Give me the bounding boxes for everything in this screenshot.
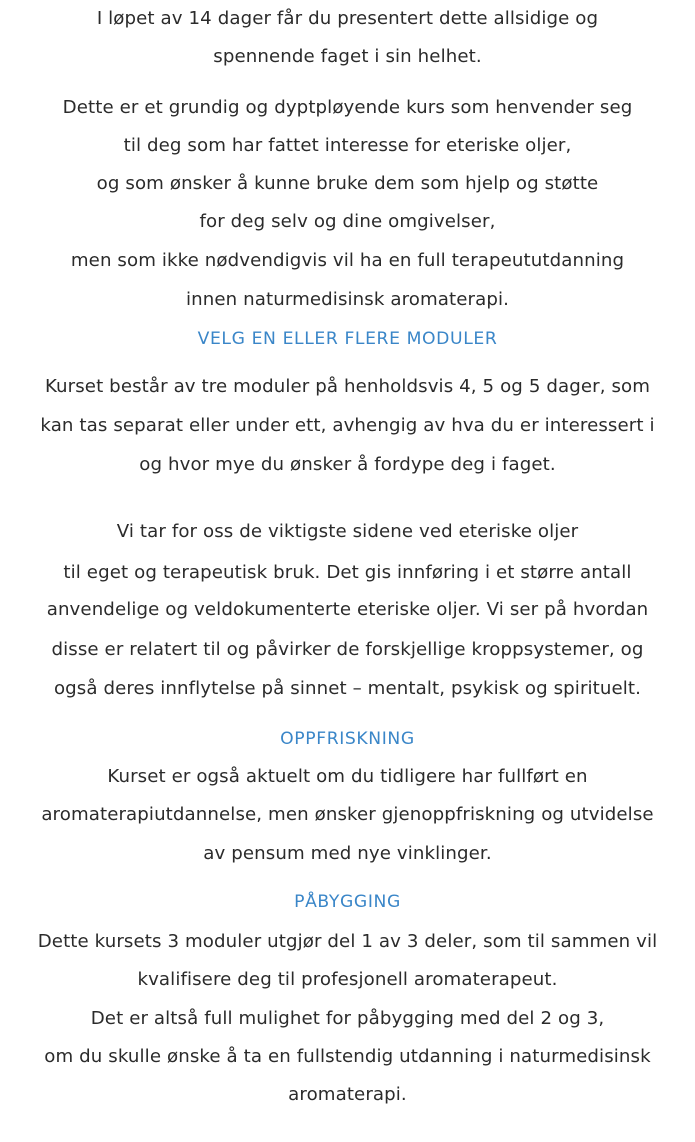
content-line: til eget og terapeutisk bruk. Det gis innføring i et større antall bbox=[63, 562, 632, 583]
description-line: til deg som har fattet interesse for eteriske oljer, bbox=[123, 135, 572, 156]
content-line: Vi tar for oss de viktigste sidene ved eteriske oljer bbox=[116, 521, 579, 542]
refresh-line: av pensum med nye vinklinger. bbox=[203, 843, 492, 864]
description-line: og som ønsker å kunne bruke dem som hjelp og støtte bbox=[96, 173, 599, 194]
refresh-line: aromaterapiutdannelse, men ønsker gjenoppfriskning og utvidelse bbox=[41, 804, 654, 825]
description-line: men som ikke nødvendigvis vil ha en full terapeututdanning bbox=[70, 250, 625, 271]
refresh-heading: OPPFRISKNING bbox=[280, 729, 415, 749]
modules-line: og hvor mye du ønsker å fordype deg i faget. bbox=[139, 454, 556, 475]
intro-line: I løpet av 14 dager får du presentert dette allsidige og bbox=[96, 8, 599, 29]
extension-line: aromaterapi. bbox=[288, 1084, 407, 1105]
refresh-line: Kurset er også aktuelt om du tidligere har fullført en bbox=[107, 766, 588, 787]
description-line: for deg selv og dine omgivelser, bbox=[199, 211, 496, 232]
modules-line: kan tas separat eller under ett, avhengig av hva du er interessert i bbox=[40, 415, 655, 436]
extension-line: Dette kursets 3 moduler utgjør del 1 av 3 deler, som til sammen vil bbox=[37, 931, 658, 952]
intro-line: spennende faget i sin helhet. bbox=[213, 46, 482, 67]
extension-heading: PÅBYGGING bbox=[294, 892, 401, 912]
extension-line: Det er altså full mulighet for påbygging med del 2 og 3, bbox=[90, 1008, 605, 1029]
content-line: disse er relatert til og påvirker de forskjellige kroppsystemer, og bbox=[51, 639, 644, 660]
extension-line: kvalifisere deg til profesjonell aromaterapeut. bbox=[137, 969, 558, 990]
content-line: anvendelige og veldokumenterte eteriske oljer. Vi ser på hvordan bbox=[46, 599, 649, 620]
extension-line: om du skulle ønske å ta en fullstendig utdanning i naturmedisinsk bbox=[44, 1046, 651, 1067]
content-line: også deres innflytelse på sinnet – mentalt, psykisk og spirituelt. bbox=[53, 678, 642, 699]
description-line: innen naturmedisinsk aromaterapi. bbox=[185, 289, 509, 310]
modules-heading: VELG EN ELLER FLERE MODULER bbox=[197, 329, 498, 349]
modules-line: Kurset består av tre moduler på henholdsvis 4, 5 og 5 dager, som bbox=[44, 376, 651, 397]
description-line: Dette er et grundig og dyptpløyende kurs som henvender seg bbox=[62, 97, 633, 118]
